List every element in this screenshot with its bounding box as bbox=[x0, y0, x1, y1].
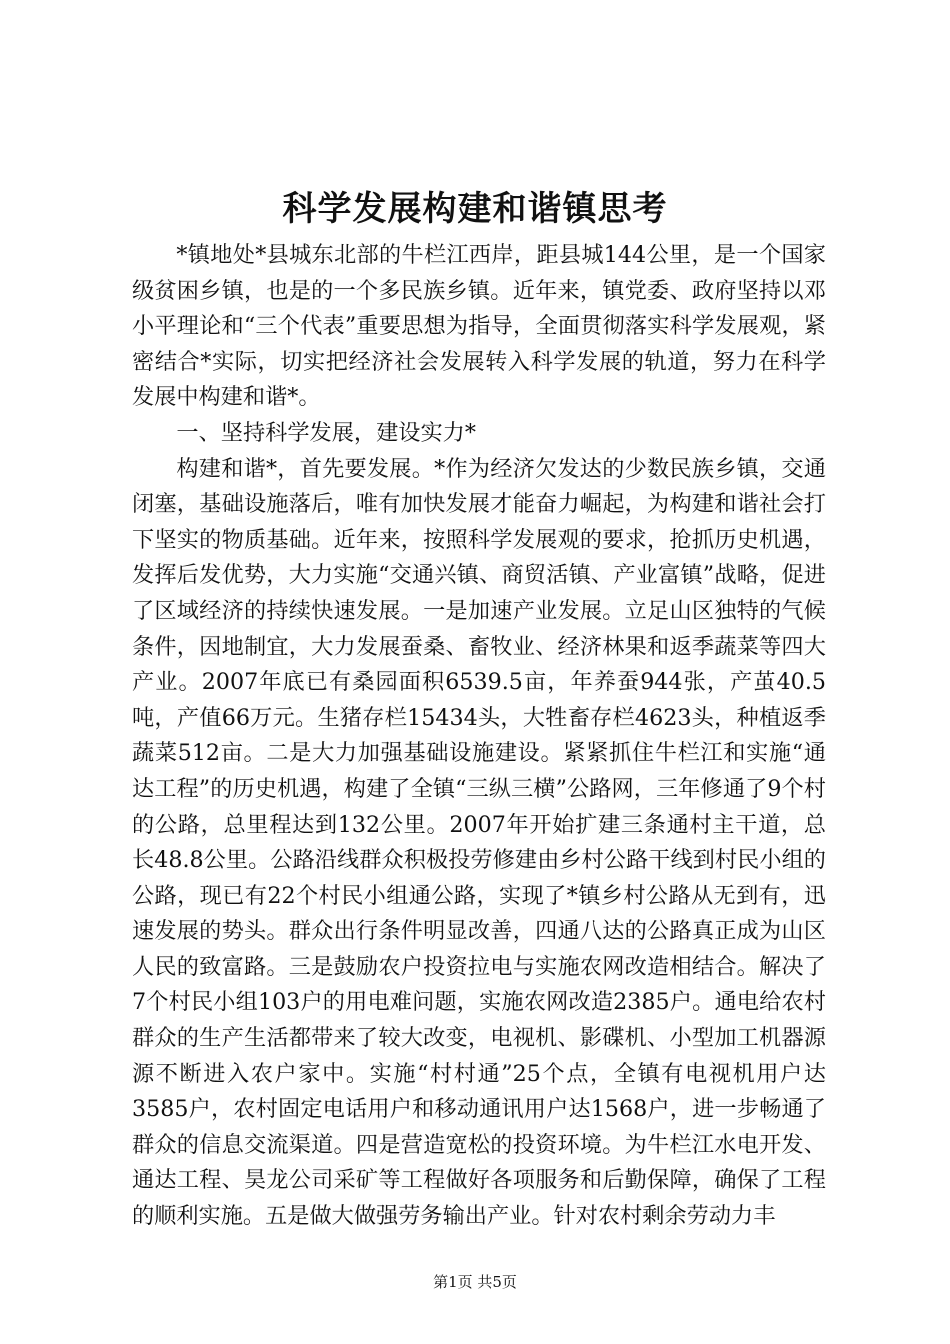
section-heading: 一、坚持科学发展，建设实力* bbox=[176, 419, 476, 446]
intro-paragraph: *镇地处*县城东北部的牛栏江西岸，距县城144公里，是一个国家级贫困乡镇，也是的一个多民族乡镇。近年来，镇党委、政府坚持以邓小平理论和“三个代表”重要思想为指导，全面贯彻落实科学发展观，紧密结合*实际，切实把经济社会发展转入科学发展的轨道，努力在科学发展中构建和谐*。 bbox=[132, 242, 826, 411]
page-footer: 第1页 共5页 bbox=[433, 1273, 517, 1291]
document-title: 科学发展构建和谐镇思考 bbox=[282, 189, 668, 229]
document-body bbox=[132, 238, 826, 1235]
body-paragraph: 构建和谐*，首先要发展。*作为经济欠发达的少数民族乡镇，交通闭塞，基础设施落后，唯有加快发展才能奋力崛起，为构建和谐社会打下坚实的物质基础。近年来，按照科学发展观的要求，抢抓历史机遇，发挥后发优势，大力实施“交通兴镇、商贸活镇、产业富镇”战略，促进了区域经济的持续快速发展。一是加速产业发展。立足山区独特的气候条件，因地制宜，大力发展蚕桑、畜牧业、经济林果和返季蔬菜等四大产业。2007年底已有桑园面积6539.5亩，年养蚕944张，产茧40.5吨，产值66万元。生猪存栏15434头，大牲畜存栏4623头，种植返季蔬菜512亩。二是大力加强基础设施建设。紧紧抓住牛栏江和实施“通达工程”的历史机遇，构建了全镇“三纵三横”公路网，三年修通了9个村的公路，总里程达到132公里。2007年开始扩建三条通村主干道，总长48.8公里。公路沿线群众积极投劳修建由乡村公路干线到村民小组的公路，现已有22个村民小组通公路，实现了*镇乡村公路从无到有，迅速发展的势头。群众出行条件明显改善，四通八达的公路真正成为山区人民的致富路。三是鼓励农户投资拉电与实施农网改造相结合。解决了7个村民小组103户的用电难问题，实施农网改造2385户。通电给农村群众的生产生活都带来了较大改变，电视机、影碟机、小型加工机器源源不断进入农户家中。实施“村村通”25个点，全镇有电视机用户达3585户，农村固定电话用户和移动通讯用户达1568户，进一步畅通了群众的信息交流渠道。四是营造宽松的投资环境。为牛栏江水电开发、通达工程、昊龙公司采矿等工程做好各项服务和后勤保障，确保了工程的顺利实施。五是做大做强劳务输出产业。针对农村剩余劳动力丰 bbox=[132, 455, 826, 1230]
